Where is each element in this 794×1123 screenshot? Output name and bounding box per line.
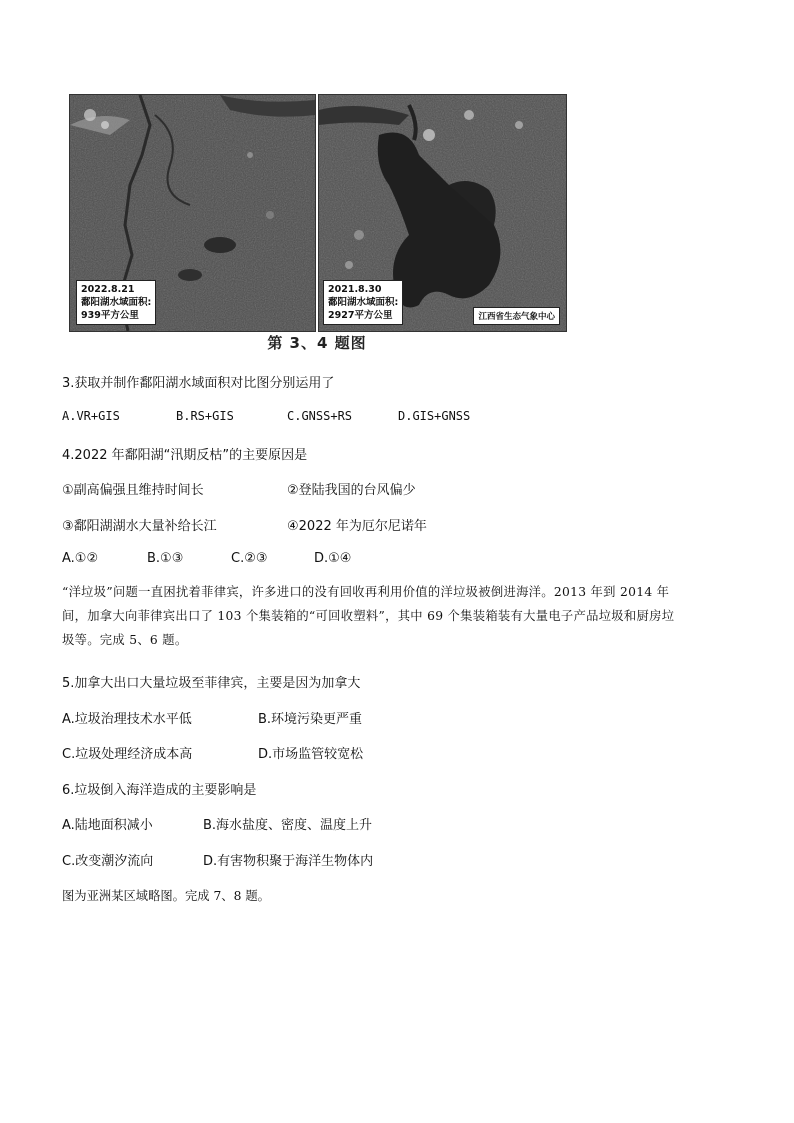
- caption-2022: [76, 280, 156, 325]
- q6-option-d: D.有害物积聚于海洋生物体内: [203, 854, 374, 869]
- caption-2021-label: 鄱阳湖水域面积:: [328, 297, 399, 308]
- caption-2021-value: 2927平方公里: [328, 310, 393, 321]
- q4-option-d: D.①④: [314, 551, 352, 566]
- q3-option-d: D.GIS+GNSS: [398, 409, 471, 423]
- passage-line-1: “洋垃圾”问题一直困扰着菲律宾，许多进口的没有回收再利用价值的洋垃圾被倒进海洋。2013 年到 2014 年: [62, 585, 670, 599]
- q5-stem: 5.加拿大出口大量垃圾至菲律宾，主要是因为加拿大: [62, 676, 361, 691]
- caption-2021: [323, 280, 403, 325]
- q5-option-d: D.市场监管较宽松: [258, 747, 364, 762]
- image-source-label: 江西省生态气象中心: [473, 307, 560, 325]
- caption-2022-date: 2022.8.21: [81, 284, 135, 295]
- passage-line-3: 圾等。完成 5、6 题。: [62, 633, 188, 647]
- q3-option-a: A.VR+GIS: [62, 409, 120, 423]
- caption-2022-label: 鄱阳湖水域面积:: [81, 297, 152, 308]
- q4-stem: 4.2022 年鄱阳湖“汛期反枯”的主要原因是: [62, 448, 308, 463]
- q3-stem: 3.获取并制作鄱阳湖水域面积对比图分别运用了: [62, 376, 335, 391]
- q4-option-b: B.①③: [147, 551, 184, 566]
- passage-line-2: 间，加拿大向菲律宾出口了 103 个集装箱的“可回收塑料”，其中 69 个集装箱装有大量电子产品垃圾和厨房垃: [62, 609, 675, 623]
- q3-option-c: C.GNSS+RS: [287, 409, 353, 423]
- q5-option-c: C.垃圾处理经济成本高: [62, 747, 193, 762]
- figure-title: 第 3、4 题图: [267, 334, 367, 352]
- q4-option-c: C.②③: [231, 551, 268, 566]
- caption-2021-date: 2021.8.30: [328, 284, 382, 295]
- q4-option-a: A.①②: [62, 551, 99, 566]
- q4-item-1: ①副高偏强且维持时间长: [62, 483, 204, 498]
- q4-item-2: ②登陆我国的台风偏少: [287, 483, 416, 498]
- satellite-image-2021: [318, 94, 567, 332]
- caption-2022-value: 939平方公里: [81, 310, 139, 321]
- q5-option-a: A.垃圾治理技术水平低: [62, 712, 192, 727]
- q5-option-b: B.环境污染更严重: [258, 712, 363, 727]
- satellite-figure: [65, 88, 569, 356]
- satellite-image-2022: [69, 94, 316, 332]
- q3-option-b: B.RS+GIS: [176, 409, 234, 423]
- passage-5-6: [62, 580, 732, 652]
- q6-stem: 6.垃圾倒入海洋造成的主要影响是: [62, 783, 257, 798]
- q4-item-4: ④2022 年为厄尔尼诺年: [287, 519, 427, 534]
- q4-item-3: ③鄱阳湖湖水大量补给长江: [62, 519, 217, 534]
- q6-option-a: A.陆地面积减小: [62, 818, 153, 833]
- q6-option-c: C.改变潮汐流向: [62, 854, 154, 869]
- intro-7-8: 图为亚洲某区域略图。完成 7、8 题。: [62, 889, 270, 903]
- q6-option-b: B.海水盐度、密度、温度上升: [203, 818, 373, 833]
